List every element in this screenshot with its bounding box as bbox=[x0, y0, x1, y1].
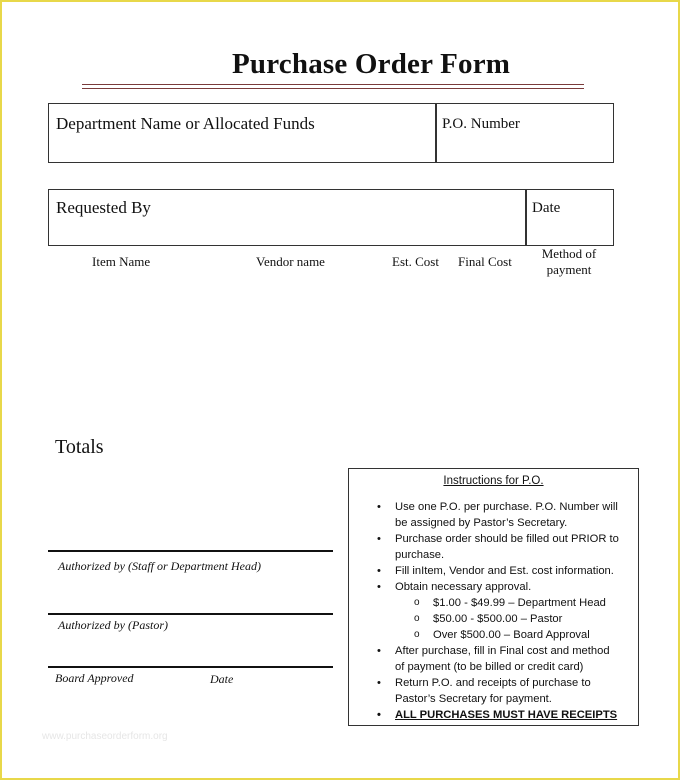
signature-line-board bbox=[48, 666, 333, 668]
instruction-text: After purchase, fill in Final cost and method bbox=[395, 645, 610, 657]
title-underline-top bbox=[82, 84, 584, 85]
bullet-icon: • bbox=[377, 581, 381, 593]
bullet-icon: • bbox=[377, 501, 381, 513]
instruction-text: ALL PURCHASES MUST HAVE RECEIPTS bbox=[395, 709, 618, 721]
bullet-icon: • bbox=[377, 645, 381, 657]
po-number-field-label: P.O. Number bbox=[442, 116, 520, 132]
sub-bullet-icon: o bbox=[414, 613, 420, 624]
column-method-line1: Method of bbox=[541, 246, 597, 261]
instruction-text: Use one P.O. per purchase. P.O. Number will bbox=[395, 501, 618, 513]
bullet-icon: • bbox=[377, 709, 381, 721]
watermark: www.purchaseorderform.org bbox=[42, 731, 168, 742]
column-final-cost: Final Cost bbox=[458, 254, 512, 269]
instruction-text: Pastor’s Secretary for payment. bbox=[395, 693, 552, 705]
instruction-line bbox=[349, 675, 634, 691]
instruction-line bbox=[349, 563, 634, 579]
instruction-line bbox=[349, 579, 634, 595]
instructions-title: Instructions for P.O. bbox=[443, 475, 544, 487]
sub-bullet-icon: o bbox=[414, 597, 420, 608]
board-date-label: Date bbox=[210, 672, 234, 686]
sub-bullet-icon: o bbox=[414, 629, 420, 640]
instruction-text: $1.00 - $49.99 – Department Head bbox=[433, 597, 606, 609]
instruction-text: Over $500.00 – Board Approval bbox=[433, 629, 590, 641]
title-underline-bottom bbox=[82, 88, 584, 89]
totals-label: Totals bbox=[55, 436, 104, 458]
authorized-staff-label: Authorized by (Staff or Department Head) bbox=[58, 559, 261, 573]
requested-date-divider bbox=[525, 189, 527, 246]
instruction-line bbox=[349, 595, 634, 611]
instruction-text: $50.00 - $500.00 – Pastor bbox=[433, 613, 563, 625]
bullet-icon: • bbox=[377, 565, 381, 577]
instruction-line bbox=[349, 707, 634, 723]
instruction-line bbox=[349, 611, 634, 627]
instruction-text: Return P.O. and receipts of purchase to bbox=[395, 677, 591, 689]
signature-line-pastor bbox=[48, 613, 333, 615]
instruction-line bbox=[349, 659, 634, 675]
bullet-icon: • bbox=[377, 533, 381, 545]
signature-line-staff bbox=[48, 550, 333, 552]
instruction-line bbox=[349, 627, 634, 643]
instruction-text: Fill inItem, Vendor and Est. cost information. bbox=[395, 565, 614, 577]
instruction-text: be assigned by Pastor’s Secretary. bbox=[395, 517, 568, 529]
department-field-label: Department Name or Allocated Funds bbox=[56, 114, 315, 133]
date-field-label: Date bbox=[532, 200, 561, 216]
department-po-divider bbox=[435, 103, 437, 163]
column-vendor-name: Vendor name bbox=[256, 254, 325, 269]
instruction-text: purchase. bbox=[395, 549, 445, 561]
column-est-cost: Est. Cost bbox=[392, 254, 439, 269]
column-method-of-payment bbox=[534, 246, 604, 278]
instruction-text: Purchase order should be filled out PRIOR to bbox=[395, 533, 619, 545]
instructions-list bbox=[349, 499, 634, 723]
instruction-line bbox=[349, 547, 634, 563]
requested-by-field-label: Requested By bbox=[56, 198, 151, 217]
instruction-line bbox=[349, 691, 634, 707]
instructions-box bbox=[348, 468, 639, 726]
instruction-line bbox=[349, 531, 634, 547]
instruction-text: of payment (to be billed or credit card) bbox=[395, 661, 584, 673]
instruction-line bbox=[349, 515, 634, 531]
bullet-icon: • bbox=[377, 677, 381, 689]
column-method-line2: payment bbox=[546, 262, 592, 277]
board-approved-label: Board Approved bbox=[55, 671, 134, 685]
column-item-name: Item Name bbox=[92, 254, 151, 269]
instruction-line bbox=[349, 499, 634, 515]
instruction-text: Obtain necessary approval. bbox=[395, 581, 532, 593]
page-title: Purchase Order Form bbox=[232, 48, 511, 80]
instruction-line bbox=[349, 643, 634, 659]
authorized-pastor-label: Authorized by (Pastor) bbox=[58, 618, 168, 632]
